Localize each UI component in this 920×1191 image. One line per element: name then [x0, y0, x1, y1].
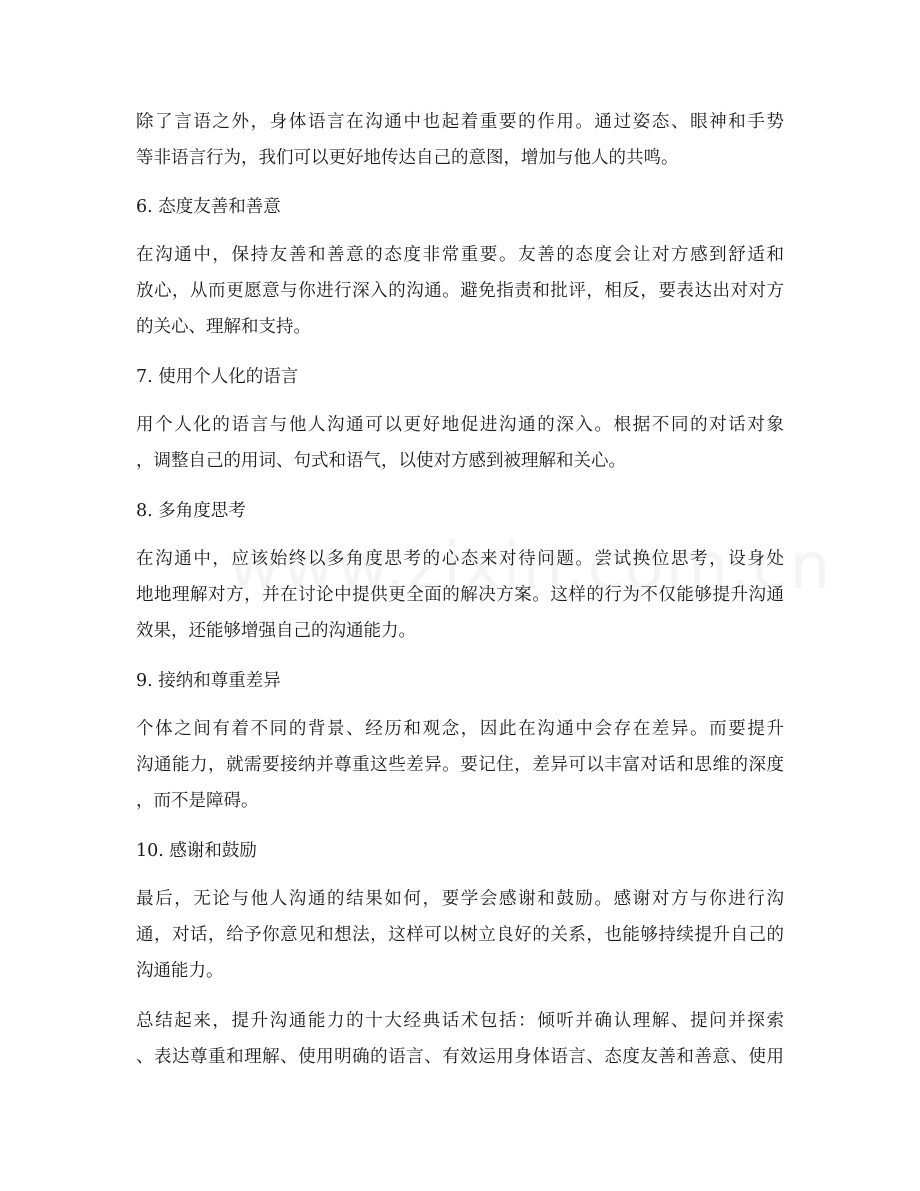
text-line: 总结起来，提升沟通能力的十大经典话术包括：倾听并确认理解、提问并探索: [136, 1011, 784, 1031]
text-line: 、表达尊重和理解、使用明确的语言、有效运用身体语言、态度友善和善意、使用: [136, 1047, 784, 1067]
text-line: 效果，还能够增强自己的沟通能力。: [136, 621, 416, 641]
heading-text: 7. 使用个人化的语言: [136, 367, 299, 387]
text-line: 等非语言行为，我们可以更好地传达自己的意图，增加与他人的共鸣。: [136, 148, 679, 168]
paragraph-section-9: [136, 711, 784, 819]
section-heading-8: [136, 493, 784, 529]
heading-text: 10. 感谢和鼓励: [136, 841, 257, 861]
text-line: 通，对话，给予你意见和想法，这样可以树立良好的关系，也能够持续提升自己的: [136, 925, 784, 945]
text-line: 放心，从而更愿意与你进行深入的沟通。避免指责和批评，相反，要表达出对对方: [136, 281, 784, 301]
section-heading-10: [136, 833, 784, 869]
section-heading-9: [136, 663, 784, 699]
paragraph-section-6: [136, 237, 784, 345]
section-heading-6: [136, 189, 784, 225]
paragraph-section-10: [136, 881, 784, 989]
text-line: 个体之间有着不同的背景、经历和观念，因此在沟通中会存在差异。而要提升: [136, 719, 784, 739]
paragraph-summary: [136, 1003, 784, 1075]
text-line: 最后，无论与他人沟通的结果如何，要学会感谢和鼓励。感谢对方与你进行沟: [136, 889, 784, 909]
text-line: 在沟通中，应该始终以多角度思考的心态来对待问题。尝试换位思考，设身处: [136, 549, 784, 569]
text-line: 地地理解对方，并在讨论中提供更全面的解决方案。这样的行为不仅能够提升沟通: [136, 585, 784, 605]
paragraph-section-7: [136, 407, 784, 479]
text-line: 的关心、理解和支持。: [136, 317, 311, 337]
section-heading-7: [136, 359, 784, 395]
text-line: 除了言语之外，身体语言在沟通中也起着重要的作用。通过姿态、眼神和手势: [136, 112, 784, 132]
text-line: ，而不是障碍。: [136, 791, 259, 811]
text-line: ，调整自己的用词、句式和语气，以使对方感到被理解和关心。: [136, 451, 626, 471]
text-line: 沟通能力，就需要接纳并尊重这些差异。要记住，差异可以丰富对话和思维的深度: [136, 755, 784, 775]
paragraph-section-8: [136, 541, 784, 649]
text-line: 沟通能力。: [136, 961, 224, 981]
paragraph-body-language: [136, 104, 784, 176]
heading-text: 6. 态度友善和善意: [136, 197, 281, 217]
text-line: 在沟通中，保持友善和善意的态度非常重要。友善的态度会让对方感到舒适和: [136, 245, 784, 265]
text-line: 用个人化的语言与他人沟通可以更好地促进沟通的深入。根据不同的对话对象: [136, 415, 784, 435]
heading-text: 8. 多角度思考: [136, 501, 246, 521]
heading-text: 9. 接纳和尊重差异: [136, 671, 281, 691]
